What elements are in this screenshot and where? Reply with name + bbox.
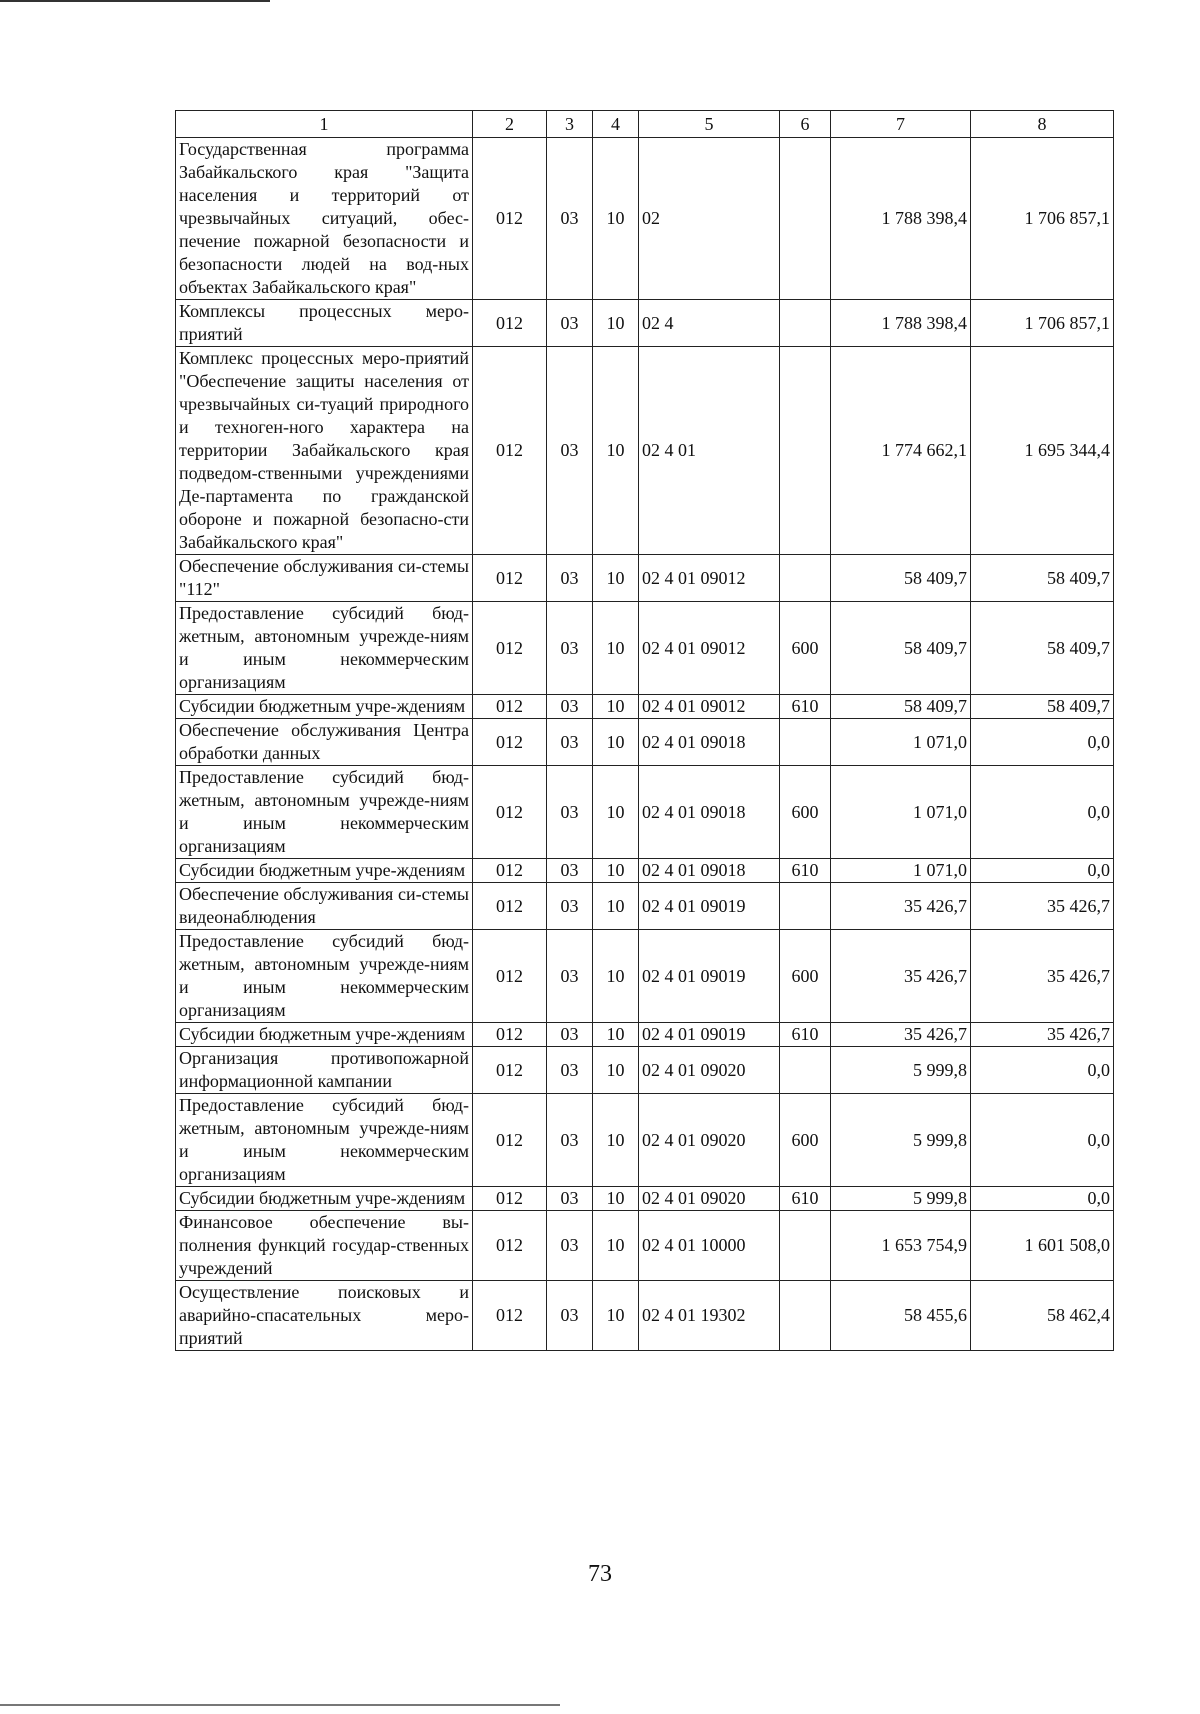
expense-type-cell: 600 xyxy=(780,766,831,859)
item-name-cell: Предоставление субсидий бюд-жетным, автономным учрежде-ниям и иным некоммерческим организациям xyxy=(176,766,473,859)
target-article-cell: 02 4 01 xyxy=(639,347,780,555)
scan-edge-line xyxy=(0,0,270,2)
section-code-cell: 03 xyxy=(547,347,593,555)
amount-year-1-cell: 1 774 662,1 xyxy=(831,347,971,555)
amount-year-2-cell: 35 426,7 xyxy=(971,1023,1114,1047)
table-row xyxy=(176,719,1114,766)
table-row xyxy=(176,1094,1114,1187)
item-name-cell: Субсидии бюджетным учре-ждениям xyxy=(176,695,473,719)
expense-type-cell xyxy=(780,1211,831,1281)
expense-type-cell xyxy=(780,347,831,555)
amount-year-2-cell: 1 695 344,4 xyxy=(971,347,1114,555)
target-article-cell: 02 4 01 09012 xyxy=(639,555,780,602)
section-code-cell: 03 xyxy=(547,930,593,1023)
target-article-cell: 02 4 01 09020 xyxy=(639,1187,780,1211)
ministry-code-cell: 012 xyxy=(473,1211,547,1281)
section-code-cell: 03 xyxy=(547,1187,593,1211)
target-article-cell: 02 4 01 09018 xyxy=(639,719,780,766)
expense-type-cell xyxy=(780,883,831,930)
section-code-cell: 03 xyxy=(547,695,593,719)
amount-year-2-cell: 35 426,7 xyxy=(971,930,1114,1023)
table-row xyxy=(176,766,1114,859)
amount-year-2-cell: 58 409,7 xyxy=(971,555,1114,602)
target-article-cell: 02 4 01 09019 xyxy=(639,1023,780,1047)
subsection-code-cell: 10 xyxy=(593,1047,639,1094)
table-row xyxy=(176,138,1114,300)
amount-year-2-cell: 58 409,7 xyxy=(971,695,1114,719)
amount-year-2-cell: 0,0 xyxy=(971,766,1114,859)
ministry-code-cell: 012 xyxy=(473,555,547,602)
ministry-code-cell: 012 xyxy=(473,930,547,1023)
expense-type-cell: 610 xyxy=(780,695,831,719)
table-row xyxy=(176,347,1114,555)
table-row xyxy=(176,930,1114,1023)
amount-year-2-cell: 0,0 xyxy=(971,1047,1114,1094)
table-row xyxy=(176,883,1114,930)
item-name-cell: Субсидии бюджетным учре-ждениям xyxy=(176,1023,473,1047)
header-cell: 4 xyxy=(593,111,639,138)
section-code-cell: 03 xyxy=(547,602,593,695)
item-name-cell: Обеспечение обслуживания си-стемы "112" xyxy=(176,555,473,602)
item-name-cell: Финансовое обеспечение вы-полнения функций государ-ственных учреждений xyxy=(176,1211,473,1281)
expense-type-cell xyxy=(780,138,831,300)
subsection-code-cell: 10 xyxy=(593,1187,639,1211)
expense-type-cell: 610 xyxy=(780,1187,831,1211)
target-article-cell: 02 4 01 19302 xyxy=(639,1281,780,1351)
ministry-code-cell: 012 xyxy=(473,1023,547,1047)
expense-type-cell: 600 xyxy=(780,602,831,695)
subsection-code-cell: 10 xyxy=(593,138,639,300)
item-name-cell: Обеспечение обслуживания си-стемы видеонаблюдения xyxy=(176,883,473,930)
amount-year-1-cell: 35 426,7 xyxy=(831,930,971,1023)
table-row xyxy=(176,695,1114,719)
target-article-cell: 02 4 01 10000 xyxy=(639,1211,780,1281)
scan-edge-line-bottom xyxy=(0,1704,560,1706)
table-row xyxy=(176,300,1114,347)
header-cell: 5 xyxy=(639,111,780,138)
target-article-cell: 02 4 01 09018 xyxy=(639,859,780,883)
item-name-cell: Субсидии бюджетным учре-ждениям xyxy=(176,859,473,883)
amount-year-2-cell: 35 426,7 xyxy=(971,883,1114,930)
ministry-code-cell: 012 xyxy=(473,1187,547,1211)
header-cell: 7 xyxy=(831,111,971,138)
amount-year-1-cell: 58 409,7 xyxy=(831,602,971,695)
ministry-code-cell: 012 xyxy=(473,766,547,859)
expense-type-cell xyxy=(780,719,831,766)
amount-year-2-cell: 1 601 508,0 xyxy=(971,1211,1114,1281)
section-code-cell: 03 xyxy=(547,766,593,859)
item-name-cell: Осуществление поисковых и аварийно-спасательных меро-приятий xyxy=(176,1281,473,1351)
target-article-cell: 02 4 01 09012 xyxy=(639,695,780,719)
expense-type-cell xyxy=(780,1281,831,1351)
target-article-cell: 02 4 01 09019 xyxy=(639,883,780,930)
section-code-cell: 03 xyxy=(547,883,593,930)
ministry-code-cell: 012 xyxy=(473,602,547,695)
amount-year-1-cell: 1 071,0 xyxy=(831,766,971,859)
header-cell: 8 xyxy=(971,111,1114,138)
subsection-code-cell: 10 xyxy=(593,883,639,930)
amount-year-2-cell: 0,0 xyxy=(971,719,1114,766)
table-row xyxy=(176,1281,1114,1351)
amount-year-2-cell: 58 462,4 xyxy=(971,1281,1114,1351)
page-number: 73 xyxy=(588,1561,612,1587)
amount-year-1-cell: 1 071,0 xyxy=(831,719,971,766)
item-name-cell: Обеспечение обслуживания Центра обработки данных xyxy=(176,719,473,766)
ministry-code-cell: 012 xyxy=(473,1047,547,1094)
amount-year-1-cell: 58 409,7 xyxy=(831,695,971,719)
expense-type-cell: 600 xyxy=(780,930,831,1023)
subsection-code-cell: 10 xyxy=(593,1094,639,1187)
amount-year-2-cell: 0,0 xyxy=(971,859,1114,883)
expense-type-cell: 610 xyxy=(780,859,831,883)
expense-type-cell xyxy=(780,300,831,347)
subsection-code-cell: 10 xyxy=(593,1281,639,1351)
amount-year-1-cell: 1 653 754,9 xyxy=(831,1211,971,1281)
table-row xyxy=(176,1023,1114,1047)
amount-year-1-cell: 5 999,8 xyxy=(831,1094,971,1187)
item-name-cell: Комплекс процессных меро-приятий "Обеспечение защиты населения от чрезвычайных си-туаций природного и техноген-ного характера на территории Забайкальского края подведом-ственными учреждениями Де-партамента по гражданской обороне и пожарной безопасно-сти Забайкальского края" xyxy=(176,347,473,555)
expense-type-cell: 610 xyxy=(780,1023,831,1047)
item-name-cell: Предоставление субсидий бюд-жетным, автономным учрежде-ниям и иным некоммерческим организациям xyxy=(176,1094,473,1187)
subsection-code-cell: 10 xyxy=(593,1211,639,1281)
table-row xyxy=(176,602,1114,695)
expense-type-cell xyxy=(780,555,831,602)
section-code-cell: 03 xyxy=(547,555,593,602)
subsection-code-cell: 10 xyxy=(593,1023,639,1047)
amount-year-1-cell: 58 409,7 xyxy=(831,555,971,602)
section-code-cell: 03 xyxy=(547,138,593,300)
section-code-cell: 03 xyxy=(547,1094,593,1187)
amount-year-1-cell: 5 999,8 xyxy=(831,1187,971,1211)
table-row xyxy=(176,1047,1114,1094)
item-name-cell: Предоставление субсидий бюд-жетным, автономным учрежде-ниям и иным некоммерческим организациям xyxy=(176,602,473,695)
amount-year-1-cell: 35 426,7 xyxy=(831,883,971,930)
target-article-cell: 02 4 01 09018 xyxy=(639,766,780,859)
subsection-code-cell: 10 xyxy=(593,766,639,859)
target-article-cell: 02 4 xyxy=(639,300,780,347)
section-code-cell: 03 xyxy=(547,300,593,347)
amount-year-2-cell: 0,0 xyxy=(971,1094,1114,1187)
ministry-code-cell: 012 xyxy=(473,347,547,555)
target-article-cell: 02 4 01 09020 xyxy=(639,1094,780,1187)
table-row xyxy=(176,1211,1114,1281)
amount-year-1-cell: 1 071,0 xyxy=(831,859,971,883)
ministry-code-cell: 012 xyxy=(473,859,547,883)
item-name-cell: Предоставление субсидий бюд-жетным, автономным учрежде-ниям и иным некоммерческим организациям xyxy=(176,930,473,1023)
section-code-cell: 03 xyxy=(547,719,593,766)
amount-year-1-cell: 1 788 398,4 xyxy=(831,300,971,347)
ministry-code-cell: 012 xyxy=(473,719,547,766)
subsection-code-cell: 10 xyxy=(593,859,639,883)
header-cell: 2 xyxy=(473,111,547,138)
table-row xyxy=(176,1187,1114,1211)
item-name-cell: Организация противопожарной информационной кампании xyxy=(176,1047,473,1094)
subsection-code-cell: 10 xyxy=(593,719,639,766)
amount-year-2-cell: 1 706 857,1 xyxy=(971,300,1114,347)
table-header-row xyxy=(176,111,1114,138)
table-row xyxy=(176,859,1114,883)
subsection-code-cell: 10 xyxy=(593,695,639,719)
section-code-cell: 03 xyxy=(547,1281,593,1351)
amount-year-1-cell: 1 788 398,4 xyxy=(831,138,971,300)
table-row xyxy=(176,555,1114,602)
target-article-cell: 02 4 01 09012 xyxy=(639,602,780,695)
target-article-cell: 02 4 01 09019 xyxy=(639,930,780,1023)
amount-year-2-cell: 1 706 857,1 xyxy=(971,138,1114,300)
ministry-code-cell: 012 xyxy=(473,883,547,930)
item-name-cell: Государственная программа Забайкальского края "Защита населения и территорий от чрезвычайных ситуаций, обес-печение пожарной безопасности и безопасности людей на вод-ных объектах Забайкальского края" xyxy=(176,138,473,300)
ministry-code-cell: 012 xyxy=(473,138,547,300)
budget-table xyxy=(175,110,1114,1351)
subsection-code-cell: 10 xyxy=(593,300,639,347)
amount-year-2-cell: 58 409,7 xyxy=(971,602,1114,695)
item-name-cell: Комплексы процессных меро-приятий xyxy=(176,300,473,347)
section-code-cell: 03 xyxy=(547,859,593,883)
target-article-cell: 02 4 01 09020 xyxy=(639,1047,780,1094)
subsection-code-cell: 10 xyxy=(593,602,639,695)
table-body xyxy=(176,138,1114,1351)
section-code-cell: 03 xyxy=(547,1047,593,1094)
ministry-code-cell: 012 xyxy=(473,695,547,719)
section-code-cell: 03 xyxy=(547,1023,593,1047)
amount-year-1-cell: 58 455,6 xyxy=(831,1281,971,1351)
ministry-code-cell: 012 xyxy=(473,1094,547,1187)
header-cell: 6 xyxy=(780,111,831,138)
ministry-code-cell: 012 xyxy=(473,300,547,347)
amount-year-1-cell: 5 999,8 xyxy=(831,1047,971,1094)
expense-type-cell: 600 xyxy=(780,1094,831,1187)
item-name-cell: Субсидии бюджетным учре-ждениям xyxy=(176,1187,473,1211)
amount-year-1-cell: 35 426,7 xyxy=(831,1023,971,1047)
subsection-code-cell: 10 xyxy=(593,347,639,555)
amount-year-2-cell: 0,0 xyxy=(971,1187,1114,1211)
target-article-cell: 02 xyxy=(639,138,780,300)
subsection-code-cell: 10 xyxy=(593,930,639,1023)
subsection-code-cell: 10 xyxy=(593,555,639,602)
header-cell: 3 xyxy=(547,111,593,138)
section-code-cell: 03 xyxy=(547,1211,593,1281)
header-cell: 1 xyxy=(176,111,473,138)
expense-type-cell xyxy=(780,1047,831,1094)
ministry-code-cell: 012 xyxy=(473,1281,547,1351)
